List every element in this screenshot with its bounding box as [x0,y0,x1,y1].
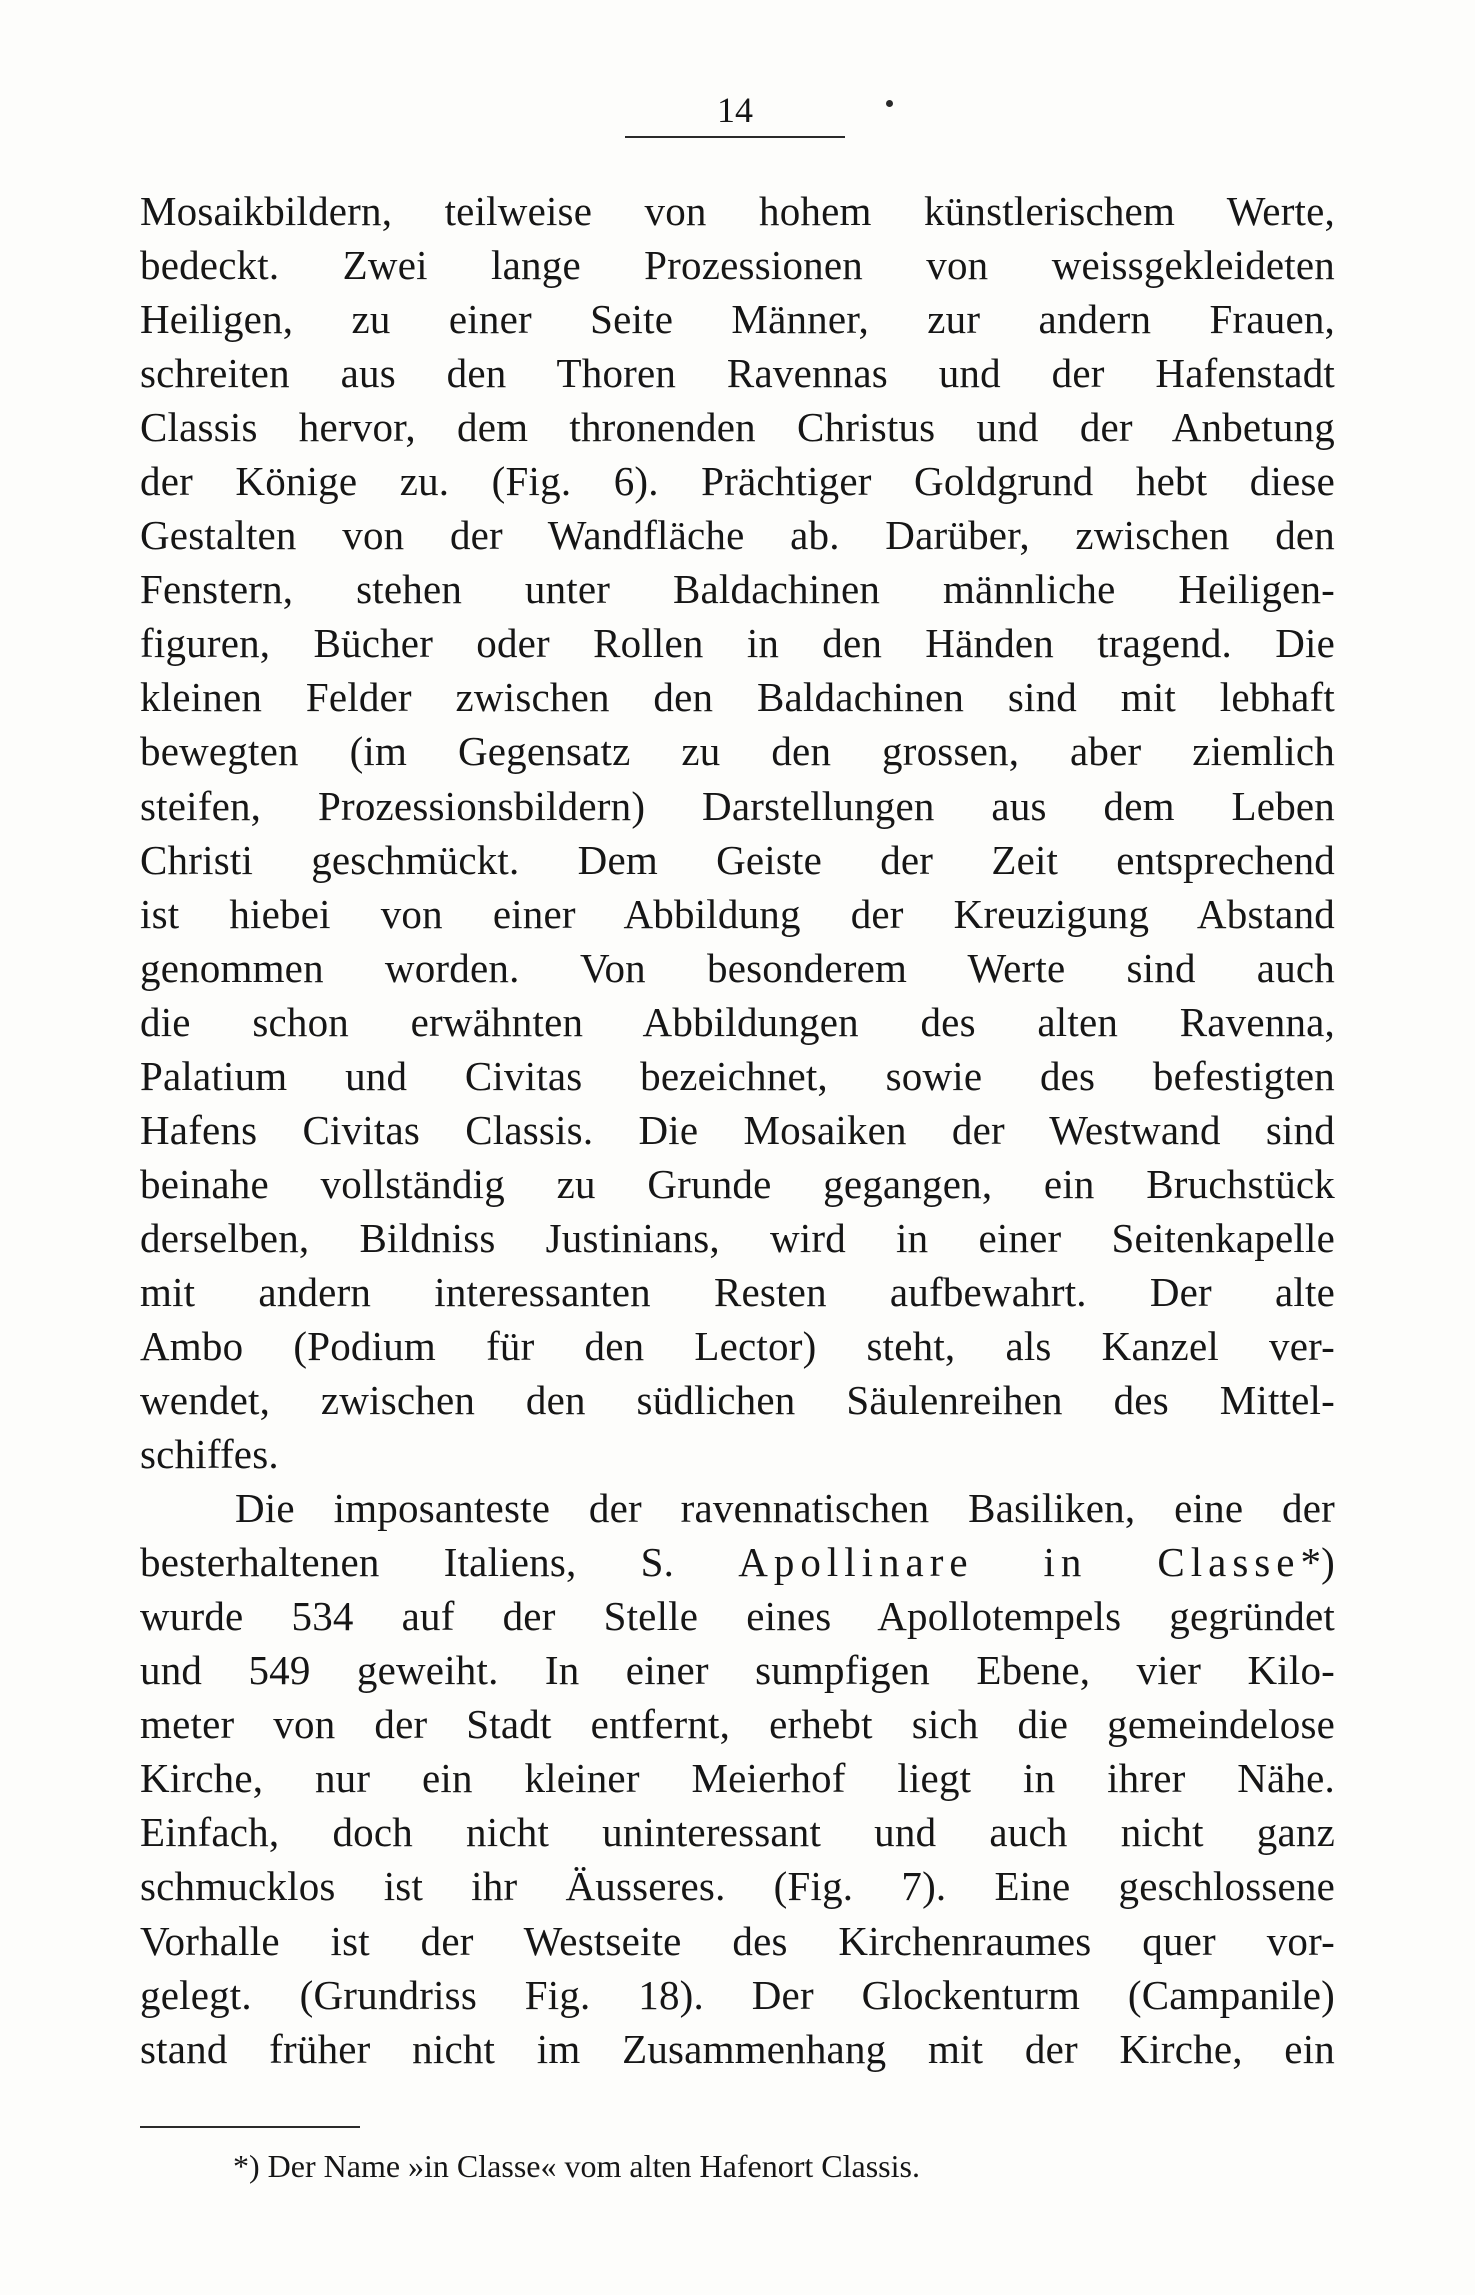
text-line: ist hiebei von einer Abbildung der Kreuzigung Abstand [140,890,1335,937]
text-line: genommen worden. Von besonderem Werte sind auch [140,944,1335,991]
text-line: figuren, Bücher oder Rollen in den Händen tragend. Die [140,620,1335,667]
text-line: die schon erwähnten Abbildungen des alten Ravenna, [140,998,1335,1045]
text-line: Hafens Civitas Classis. Die Mosaiken der Westwand sind [140,1106,1335,1153]
text-line: Mosaikbildern, teilweise von hohem künstlerischem Werte, [140,188,1335,234]
text-line: mit andern interessanten Resten aufbewahrt. Der alte [140,1268,1335,1315]
text-line: kleinen Felder zwischen den Baldachinen sind mit lebhaft [140,674,1335,721]
church-name-spaced: Apollinare in Classe [738,1539,1301,1586]
text-line: Classis hervor, dem thronenden Christus und der Anbetung [140,404,1335,451]
page-number: 14 [717,90,753,130]
text-line: Kirche, nur ein kleiner Meierhof liegt in ihrer Nähe. [140,1755,1335,1802]
text-line: Fenstern, stehen unter Baldachinen männliche Heiligen- [140,566,1335,613]
text-line: wendet, zwischen den südlichen Säulenreihen des Mittel- [140,1377,1335,1424]
text-line: meter von der Stadt entfernt, erhebt sich die gemeindelose [140,1701,1335,1748]
text-line: schreiten aus den Thoren Ravennas und der Hafenstadt [140,350,1335,397]
body-text [140,184,1335,2076]
text-line: schmucklos ist ihr Äusseres. (Fig. 7). Eine geschlossene [140,1863,1335,1910]
text-line: Christi geschmückt. Dem Geiste der Zeit entsprechend [140,836,1335,883]
text-line: Ambo (Podium für den Lector) steht, als Kanzel ver- [140,1322,1335,1369]
text-line: der Könige zu. (Fig. 6). Prächtiger Goldgrund hebt diese [140,458,1335,505]
text-line: bedeckt. Zwei lange Prozessionen von weissgekleideten [140,242,1335,289]
text-line: stand früher nicht im Zusammenhang mit der Kirche, ein [140,2025,1335,2072]
text-line: Einfach, doch nicht uninteressant und auch nicht ganz [140,1809,1335,1856]
text-line: schiffes. [140,1431,279,1478]
text-line: und 549 geweiht. In einer sumpfigen Ebene, vier Kilo- [140,1647,1335,1694]
text-line: derselben, Bildniss Justinians, wird in einer Seitenkapelle [140,1214,1335,1261]
text-line: bewegten (im Gegensatz zu den grossen, aber ziemlich [140,728,1335,775]
text-line-with-title [140,1535,1335,1589]
header-dot [886,100,893,107]
text-line: Gestalten von der Wandfläche ab. Darüber, zwischen den [140,512,1335,559]
text-line: gelegt. (Grundriss Fig. 18). Der Glockenturm (Campanile) [140,1971,1335,2018]
text-line: Palatium und Civitas bezeichnet, sowie des befestigten [140,1052,1335,1099]
paragraph-start-line: Die imposanteste der ravennatischen Basiliken, eine der [235,1485,1335,1532]
footnote-marker: *) [1300,1539,1335,1586]
text-line: Vorhalle ist der Westseite des Kirchenraumes quer vor- [140,1917,1335,1964]
footnote: *) Der Name »in Classe« vom alten Hafenort Classis. [233,2148,920,2184]
text-line: wurde 534 auf der Stelle eines Apollotempels gegründet [140,1593,1335,1640]
text-line: beinahe vollständig zu Grunde gegangen, ein Bruchstück [140,1160,1335,1207]
text-segment: besterhaltenen Italiens, S. [140,1539,675,1586]
text-line: Heiligen, zu einer Seite Männer, zur andern Frauen, [140,296,1335,343]
header-rule [625,136,845,138]
footnote-rule [140,2126,360,2128]
text-line: steifen, Prozessionsbildern) Darstellungen aus dem Leben [140,782,1335,829]
